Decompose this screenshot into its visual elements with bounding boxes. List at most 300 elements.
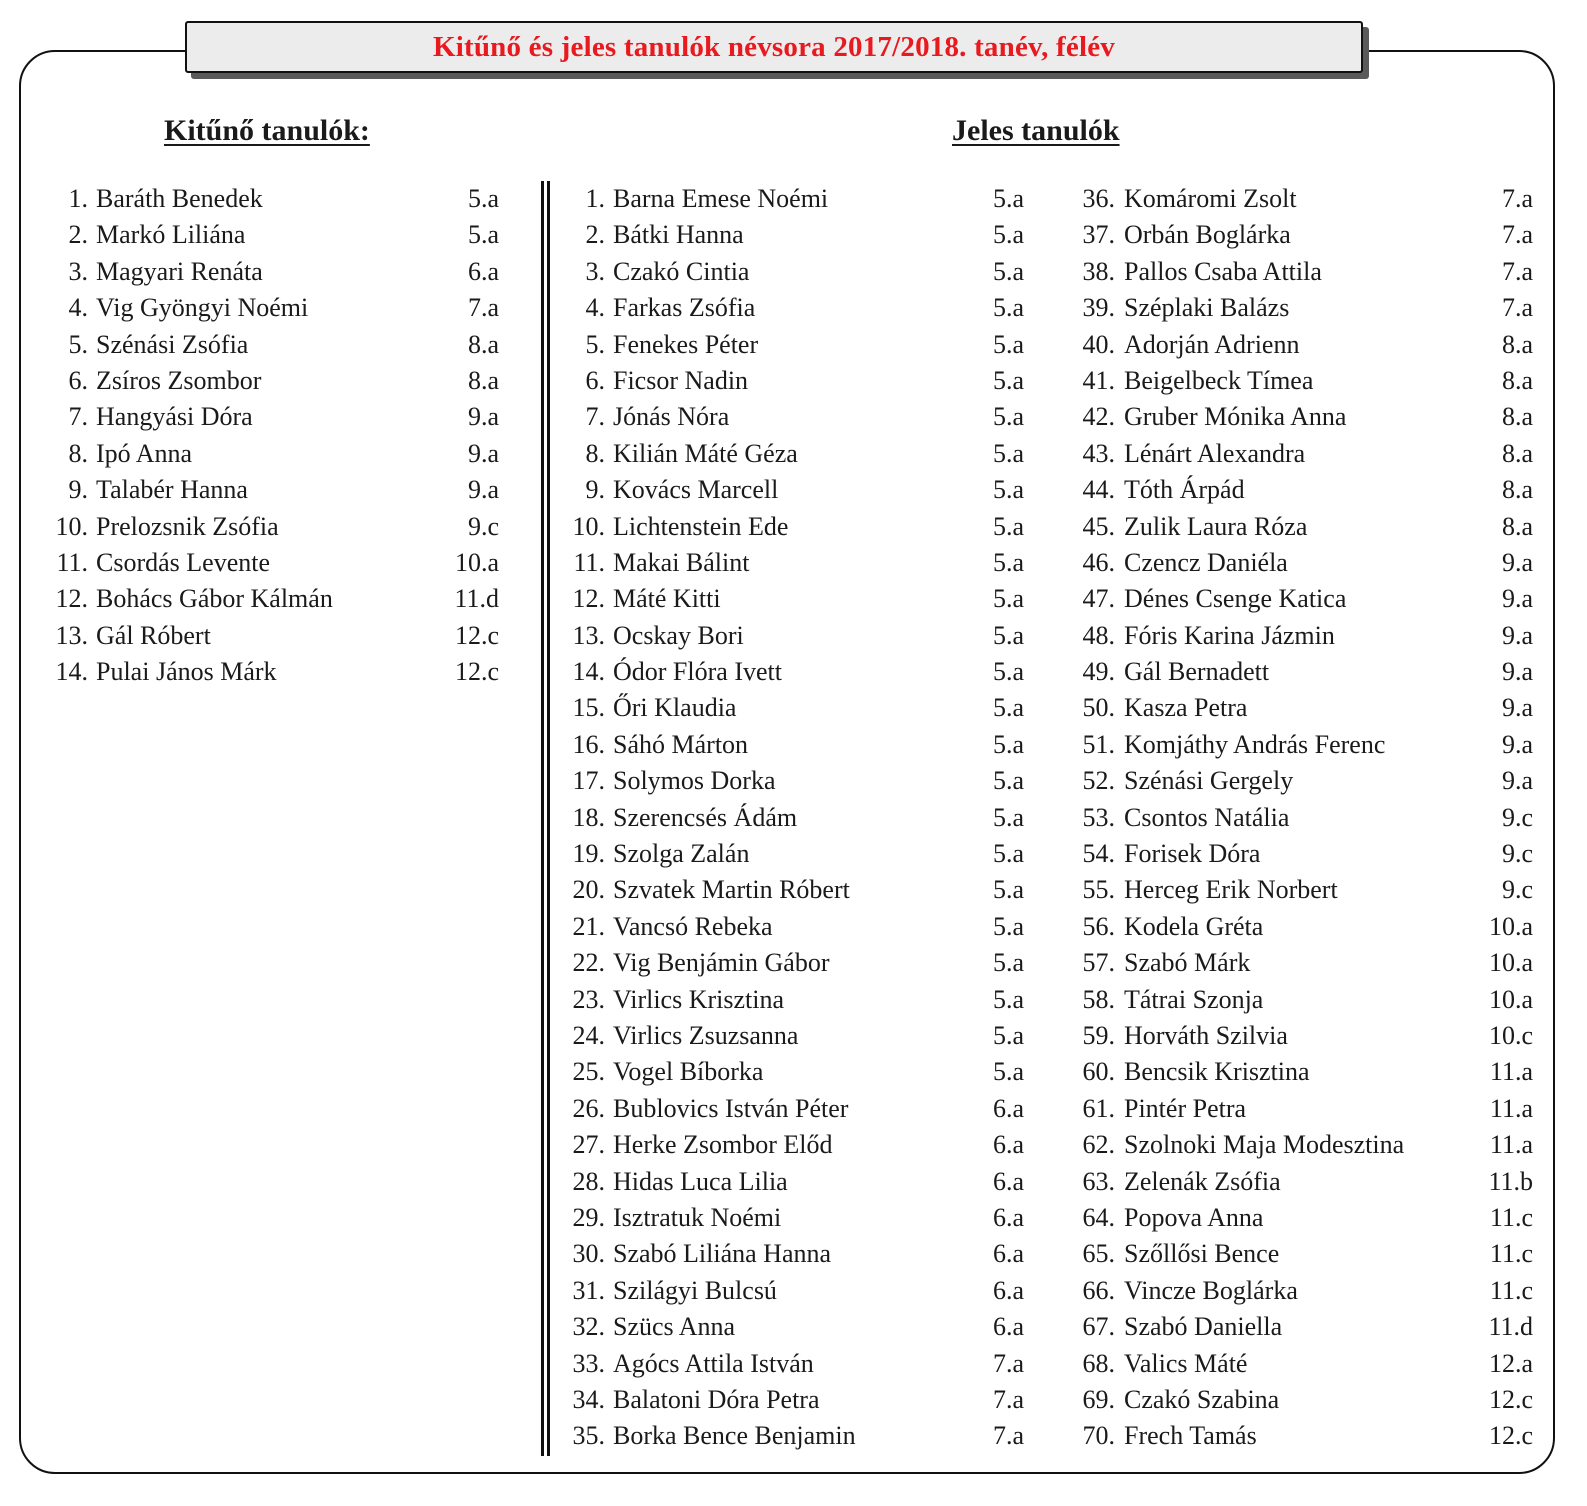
list-item-name: Lénárt Alexandra <box>1124 438 1306 468</box>
list-item-name: Bublovics István Péter <box>613 1093 849 1123</box>
list-item-number: 6. <box>68 365 88 395</box>
list-item-class: 5.a <box>992 365 1024 395</box>
list-item-number: 24. <box>572 1020 605 1050</box>
list-item-name: Máté Kitti <box>613 584 721 614</box>
list-item-name: Popova Anna <box>1124 1202 1264 1232</box>
list-item <box>1070 763 1550 799</box>
list-item-name: Szilágyi Bulcsú <box>613 1275 777 1305</box>
list-item-class: 6.a <box>992 1202 1024 1232</box>
list-item-name: Pintér Petra <box>1124 1093 1247 1123</box>
list-item-class: 5.a <box>992 1057 1024 1087</box>
list-item-name: Szerencsés Ádám <box>613 802 798 832</box>
list-item-number: 34. <box>572 1384 605 1414</box>
list-item-class: 8.a <box>467 329 499 359</box>
list-item-number: 3. <box>68 256 88 286</box>
list-item-name: Kovács Marcell <box>613 475 779 505</box>
list-item-class: 7.a <box>992 1421 1024 1451</box>
list-item-name: Forisek Dóra <box>1124 839 1261 869</box>
list-item <box>560 1273 1040 1309</box>
list-item <box>1070 545 1550 581</box>
list-item-name: Ódor Flóra Ivett <box>613 657 782 687</box>
list-item <box>560 399 1040 435</box>
list-item <box>0 327 520 363</box>
list-item-class: 5.a <box>992 657 1024 687</box>
list-item <box>560 363 1040 399</box>
list-item-number: 9. <box>585 475 605 505</box>
list-item-number: 8. <box>68 438 88 468</box>
list-item-number: 14. <box>55 657 88 687</box>
list-item-name: Szénási Zsófia <box>96 329 249 359</box>
list-item-number: 10. <box>55 511 88 541</box>
list-item-number: 62. <box>1082 1130 1115 1160</box>
list-item-name: Vig Benjámin Gábor <box>613 948 830 978</box>
list-item <box>0 472 520 508</box>
list-item-name: Dénes Csenge Katica <box>1124 584 1347 614</box>
list-item-number: 66. <box>1082 1275 1115 1305</box>
list-item <box>560 1091 1040 1127</box>
list-item-number: 29. <box>572 1202 605 1232</box>
list-item <box>1070 1164 1550 1200</box>
list-item <box>1070 1054 1550 1090</box>
list-item-number: 12. <box>572 584 605 614</box>
list-item-class: 9.c <box>1501 875 1533 905</box>
list-item-number: 54. <box>1082 839 1115 869</box>
list-item-name: Czakó Szabina <box>1124 1384 1280 1414</box>
list-item-number: 7. <box>68 402 88 432</box>
list-item-name: Kasza Petra <box>1124 693 1248 723</box>
page-title: Kitűnő és jeles tanulók névsora 2017/2018. tanév, félév <box>185 21 1363 73</box>
list-item <box>560 327 1040 363</box>
list-item <box>0 436 520 472</box>
list-item-class: 9.a <box>1501 693 1533 723</box>
list-item <box>560 800 1040 836</box>
list-item-name: Farkas Zsófia <box>613 293 756 323</box>
list-item-class: 10.a <box>1488 911 1533 941</box>
list-item-name: Tátrai Szonja <box>1124 984 1264 1014</box>
list-item <box>560 945 1040 981</box>
list-item <box>560 181 1040 217</box>
list-item-class: 8.a <box>1501 329 1533 359</box>
list-item <box>560 581 1040 617</box>
list-item-name: Ficsor Nadin <box>613 365 749 395</box>
list-item-class: 8.a <box>1501 365 1533 395</box>
list-item-number: 64. <box>1082 1202 1115 1232</box>
list-item-name: Szvatek Martin Róbert <box>613 875 850 905</box>
list-item-number: 51. <box>1082 729 1115 759</box>
list-item-name: Ocskay Bori <box>613 620 744 650</box>
list-item-name: Beigelbeck Tímea <box>1124 365 1314 395</box>
list-item-number: 50. <box>1082 693 1115 723</box>
list-item-name: Kilián Máté Géza <box>613 438 798 468</box>
list-item <box>0 363 520 399</box>
list-item <box>1070 872 1550 908</box>
list-item-name: Bohács Gábor Kálmán <box>96 584 333 614</box>
list-item-name: Bencsik Krisztina <box>1124 1057 1310 1087</box>
list-item <box>1070 982 1550 1018</box>
list-item-number: 14. <box>572 657 605 687</box>
list-item-number: 38. <box>1082 256 1115 286</box>
list-item <box>560 1018 1040 1054</box>
list-item <box>560 254 1040 290</box>
list-item-class: 5.a <box>467 220 499 250</box>
list-item-class: 5.a <box>992 256 1024 286</box>
list-item <box>560 1236 1040 1272</box>
list-item-class: 5.a <box>992 547 1024 577</box>
list-item-number: 5. <box>68 329 88 359</box>
list-item-name: Orbán Boglárka <box>1124 220 1291 250</box>
list-item-number: 70. <box>1082 1421 1115 1451</box>
list-item-name: Szolga Zalán <box>613 839 750 869</box>
list-item-class: 6.a <box>992 1312 1024 1342</box>
list-item-number: 43. <box>1082 438 1115 468</box>
list-item-name: Szabó Liliána Hanna <box>613 1239 832 1269</box>
list-item <box>0 545 520 581</box>
list-item <box>1070 618 1550 654</box>
list-item-class: 5.a <box>992 984 1024 1014</box>
list-item <box>0 509 520 545</box>
list-item <box>0 217 520 253</box>
list-item <box>560 618 1040 654</box>
list-item-class: 5.a <box>992 766 1024 796</box>
list-item-number: 19. <box>572 839 605 869</box>
list-item-class: 12.c <box>1488 1384 1533 1414</box>
list-item-name: Széplaki Balázs <box>1124 293 1290 323</box>
list-item-class: 5.a <box>467 184 499 213</box>
list-item-class: 10.c <box>1488 1020 1533 1050</box>
list-item <box>560 654 1040 690</box>
list-item-class: 5.a <box>992 584 1024 614</box>
list-item <box>560 982 1040 1018</box>
list-item-number: 12. <box>55 584 88 614</box>
list-item-name: Solymos Dorka <box>613 766 776 796</box>
list-item-number: 55. <box>1082 875 1115 905</box>
list-item <box>1070 690 1550 726</box>
list-item-number: 59. <box>1082 1020 1115 1050</box>
heading-jelesek: Jeles tanulók <box>952 114 1120 147</box>
list-item-name: Szőllősi Bence <box>1124 1239 1280 1269</box>
list-item-number: 49. <box>1082 657 1115 687</box>
list-item-number: 28. <box>572 1166 605 1196</box>
list-item-number: 46. <box>1082 547 1115 577</box>
list-item-number: 42. <box>1082 402 1115 432</box>
list-item-number: 6. <box>585 365 605 395</box>
list-item-name: Zulik Laura Róza <box>1124 511 1308 541</box>
list-item <box>1070 399 1550 435</box>
list-item <box>560 690 1040 726</box>
list-item-name: Czakó Cintia <box>613 256 750 286</box>
list-item <box>560 1309 1040 1345</box>
list-item-name: Őri Klaudia <box>613 693 737 723</box>
list-item <box>1070 436 1550 472</box>
list-item-class: 6.a <box>467 256 499 286</box>
list-item-class: 11.c <box>1489 1275 1533 1305</box>
list-item-number: 44. <box>1082 475 1115 505</box>
list-item-name: Balatoni Dóra Petra <box>613 1384 820 1414</box>
list-item <box>1070 509 1550 545</box>
list-item <box>560 1127 1040 1163</box>
list-item-name: Agócs Attila István <box>613 1348 814 1378</box>
list-item-class: 7.a <box>467 293 499 323</box>
list-item <box>1070 1018 1550 1054</box>
list-item <box>1070 1273 1550 1309</box>
list-item-number: 57. <box>1082 948 1115 978</box>
list-item-class: 5.a <box>992 511 1024 541</box>
list-item-number: 32. <box>572 1312 605 1342</box>
list-item-class: 7.a <box>992 1384 1024 1414</box>
list-item <box>1070 217 1550 253</box>
list-item-number: 1. <box>68 184 88 213</box>
list-item <box>560 1346 1040 1382</box>
list-item-class: 5.a <box>992 402 1024 432</box>
list-item <box>1070 727 1550 763</box>
list-item-number: 30. <box>572 1239 605 1269</box>
list-item-number: 15. <box>572 693 605 723</box>
list-item-name: Kodela Gréta <box>1124 911 1264 941</box>
list-item-class: 9.a <box>1501 547 1533 577</box>
list-item <box>1070 1236 1550 1272</box>
list-item <box>560 727 1040 763</box>
list-item-name: Csordás Levente <box>96 547 271 577</box>
list-item <box>1070 181 1550 217</box>
list-item <box>560 436 1040 472</box>
list-item <box>1070 1091 1550 1127</box>
list-item-class: 5.a <box>992 729 1024 759</box>
list-item-number: 39. <box>1082 293 1115 323</box>
list-item <box>1070 1346 1550 1382</box>
list-item-class: 5.a <box>992 839 1024 869</box>
list-item-name: Prelozsnik Zsófia <box>96 511 279 541</box>
list-item-class: 7.a <box>1501 293 1533 323</box>
list-item-number: 36. <box>1082 184 1115 213</box>
list-item-number: 16. <box>572 729 605 759</box>
list-item-number: 33. <box>572 1348 605 1378</box>
list-item-number: 13. <box>55 620 88 650</box>
list-item-class: 9.c <box>1501 802 1533 832</box>
list-item-class: 9.a <box>1501 766 1533 796</box>
list-item-class: 6.a <box>992 1275 1024 1305</box>
list-item-number: 11. <box>573 547 605 577</box>
list-item-class: 11.a <box>1489 1093 1533 1123</box>
list-item-class: 6.a <box>992 1093 1024 1123</box>
list-item <box>0 618 520 654</box>
list-item-name: Zsíros Zsombor <box>96 365 262 395</box>
list-item-class: 5.a <box>992 184 1024 213</box>
list-item-number: 9. <box>68 475 88 505</box>
list-item-name: Vancsó Rebeka <box>613 911 773 941</box>
list-item-number: 35. <box>572 1421 605 1451</box>
list-item-class: 9.a <box>1501 584 1533 614</box>
list-item <box>560 909 1040 945</box>
list-item-name: Makai Bálint <box>613 547 750 577</box>
jelesek-list-2 <box>1070 181 1550 1455</box>
list-item-class: 8.a <box>1501 402 1533 432</box>
list-item-name: Vig Gyöngyi Noémi <box>96 293 309 323</box>
list-item-class: 6.a <box>992 1130 1024 1160</box>
list-item-name: Szolnoki Maja Modesztina <box>1124 1130 1405 1160</box>
list-item-class: 5.a <box>992 802 1024 832</box>
list-item-class: 12.c <box>454 657 499 687</box>
list-item-number: 67. <box>1082 1312 1115 1342</box>
list-item-number: 22. <box>572 948 605 978</box>
list-item <box>0 581 520 617</box>
list-item-class: 5.a <box>992 329 1024 359</box>
list-item-name: Frech Tamás <box>1124 1421 1257 1451</box>
list-item-number: 4. <box>585 293 605 323</box>
list-item-class: 8.a <box>1501 438 1533 468</box>
list-item-name: Herke Zsombor Előd <box>613 1130 833 1160</box>
list-item-name: Zelenák Zsófia <box>1124 1166 1281 1196</box>
list-item-number: 27. <box>572 1130 605 1160</box>
list-item-number: 26. <box>572 1093 605 1123</box>
list-item-number: 23. <box>572 984 605 1014</box>
list-item-number: 68. <box>1082 1348 1115 1378</box>
list-item-number: 65. <box>1082 1239 1115 1269</box>
list-item-class: 11.c <box>1489 1239 1533 1269</box>
list-item <box>560 763 1040 799</box>
list-item-number: 11. <box>56 547 88 577</box>
list-item <box>560 1418 1040 1454</box>
list-item-class: 10.a <box>1488 948 1533 978</box>
list-item <box>0 399 520 435</box>
list-item-class: 9.a <box>1501 620 1533 650</box>
list-item-number: 10. <box>572 511 605 541</box>
list-item-name: Borka Bence Benjamin <box>613 1421 856 1451</box>
list-item-name: Pallos Csaba Attila <box>1124 256 1322 286</box>
list-item <box>1070 836 1550 872</box>
list-item-number: 2. <box>68 220 88 250</box>
list-item <box>560 1164 1040 1200</box>
kitunok-list <box>0 181 520 690</box>
list-item-number: 8. <box>585 438 605 468</box>
list-item <box>0 181 520 217</box>
list-item-class: 7.a <box>1501 256 1533 286</box>
list-item-number: 31. <box>572 1275 605 1305</box>
list-item-name: Barna Emese Noémi <box>613 184 829 213</box>
list-item-class: 8.a <box>1501 475 1533 505</box>
list-item <box>0 654 520 690</box>
list-item <box>1070 581 1550 617</box>
list-item-number: 7. <box>585 402 605 432</box>
heading-kitunok: Kitűnő tanulók: <box>164 114 370 147</box>
list-item-class: 5.a <box>992 220 1024 250</box>
list-item-class: 5.a <box>992 475 1024 505</box>
list-item <box>560 872 1040 908</box>
list-item <box>1070 800 1550 836</box>
list-item-class: 11.d <box>454 584 499 614</box>
list-item-name: Sáhó Márton <box>613 729 749 759</box>
list-item-name: Csontos Natália <box>1124 802 1290 832</box>
list-item-name: Virlics Zsuzsanna <box>613 1020 799 1050</box>
list-item-name: Gruber Mónika Anna <box>1124 402 1347 432</box>
list-item-class: 9.a <box>467 438 499 468</box>
list-item-number: 63. <box>1082 1166 1115 1196</box>
list-item-name: Baráth Benedek <box>96 184 263 213</box>
list-item-name: Lichtenstein Ede <box>613 511 789 541</box>
list-item-class: 8.a <box>467 365 499 395</box>
list-item-class: 11.c <box>1489 1202 1533 1232</box>
list-item <box>560 290 1040 326</box>
list-item-class: 7.a <box>1501 220 1533 250</box>
list-item-class: 9.a <box>467 475 499 505</box>
list-item-name: Vincze Boglárka <box>1124 1275 1298 1305</box>
list-item-class: 10.a <box>454 547 499 577</box>
list-item-name: Adorján Adrienn <box>1124 329 1300 359</box>
list-item-class: 5.a <box>992 620 1024 650</box>
list-item-name: Bátki Hanna <box>613 220 744 250</box>
list-item-class: 9.c <box>467 511 499 541</box>
list-item-name: Tóth Árpád <box>1124 475 1245 505</box>
list-item <box>1070 1200 1550 1236</box>
list-item-name: Talabér Hanna <box>96 475 248 505</box>
list-item-number: 41. <box>1082 365 1115 395</box>
list-item-name: Fenekes Péter <box>613 329 759 359</box>
list-item <box>560 472 1040 508</box>
list-item-number: 20. <box>572 875 605 905</box>
list-item-name: Markó Liliána <box>96 220 246 250</box>
list-item-name: Szénási Gergely <box>1124 766 1294 796</box>
list-item-number: 53. <box>1082 802 1115 832</box>
list-item-class: 9.a <box>1501 729 1533 759</box>
list-item-number: 13. <box>572 620 605 650</box>
list-item <box>1070 654 1550 690</box>
list-item <box>1070 472 1550 508</box>
list-item <box>1070 909 1550 945</box>
list-item-number: 48. <box>1082 620 1115 650</box>
list-item-class: 11.a <box>1489 1130 1533 1160</box>
list-item-name: Valics Máté <box>1124 1348 1248 1378</box>
list-item-number: 25. <box>572 1057 605 1087</box>
list-item-number: 52. <box>1082 766 1115 796</box>
list-item-number: 21. <box>572 911 605 941</box>
list-item-class: 9.c <box>1501 839 1533 869</box>
list-item <box>0 254 520 290</box>
list-item-number: 61. <box>1082 1093 1115 1123</box>
list-item-number: 37. <box>1082 220 1115 250</box>
list-item <box>1070 1127 1550 1163</box>
list-item-number: 60. <box>1082 1057 1115 1087</box>
list-item <box>1070 254 1550 290</box>
list-item-class: 5.a <box>992 1020 1024 1050</box>
list-item-number: 2. <box>585 220 605 250</box>
list-item-number: 69. <box>1082 1384 1115 1414</box>
list-item-name: Komjáthy András Ferenc <box>1124 729 1386 759</box>
list-item-class: 12.c <box>454 620 499 650</box>
list-item-name: Vogel Bíborka <box>613 1057 764 1087</box>
list-item-name: Gál Bernadett <box>1124 657 1270 687</box>
list-item <box>560 1054 1040 1090</box>
list-item-class: 11.d <box>1488 1312 1533 1342</box>
jelesek-list-1 <box>560 181 1040 1455</box>
list-item <box>0 290 520 326</box>
list-item-number: 18. <box>572 802 605 832</box>
list-item <box>1070 1309 1550 1345</box>
list-item-class: 8.a <box>1501 511 1533 541</box>
list-item <box>1070 1418 1550 1454</box>
list-item-class: 5.a <box>992 693 1024 723</box>
list-item-class: 11.a <box>1489 1057 1533 1087</box>
list-item-class: 6.a <box>992 1166 1024 1196</box>
list-item-class: 12.a <box>1488 1348 1533 1378</box>
list-item-number: 5. <box>585 329 605 359</box>
list-item-name: Hangyási Dóra <box>96 402 253 432</box>
list-item-name: Szabó Márk <box>1124 948 1251 978</box>
list-item-class: 5.a <box>992 911 1024 941</box>
list-item <box>1070 945 1550 981</box>
list-item-name: Czencz Daniéla <box>1124 547 1288 577</box>
list-item <box>560 217 1040 253</box>
list-item-class: 5.a <box>992 948 1024 978</box>
list-item-number: 47. <box>1082 584 1115 614</box>
